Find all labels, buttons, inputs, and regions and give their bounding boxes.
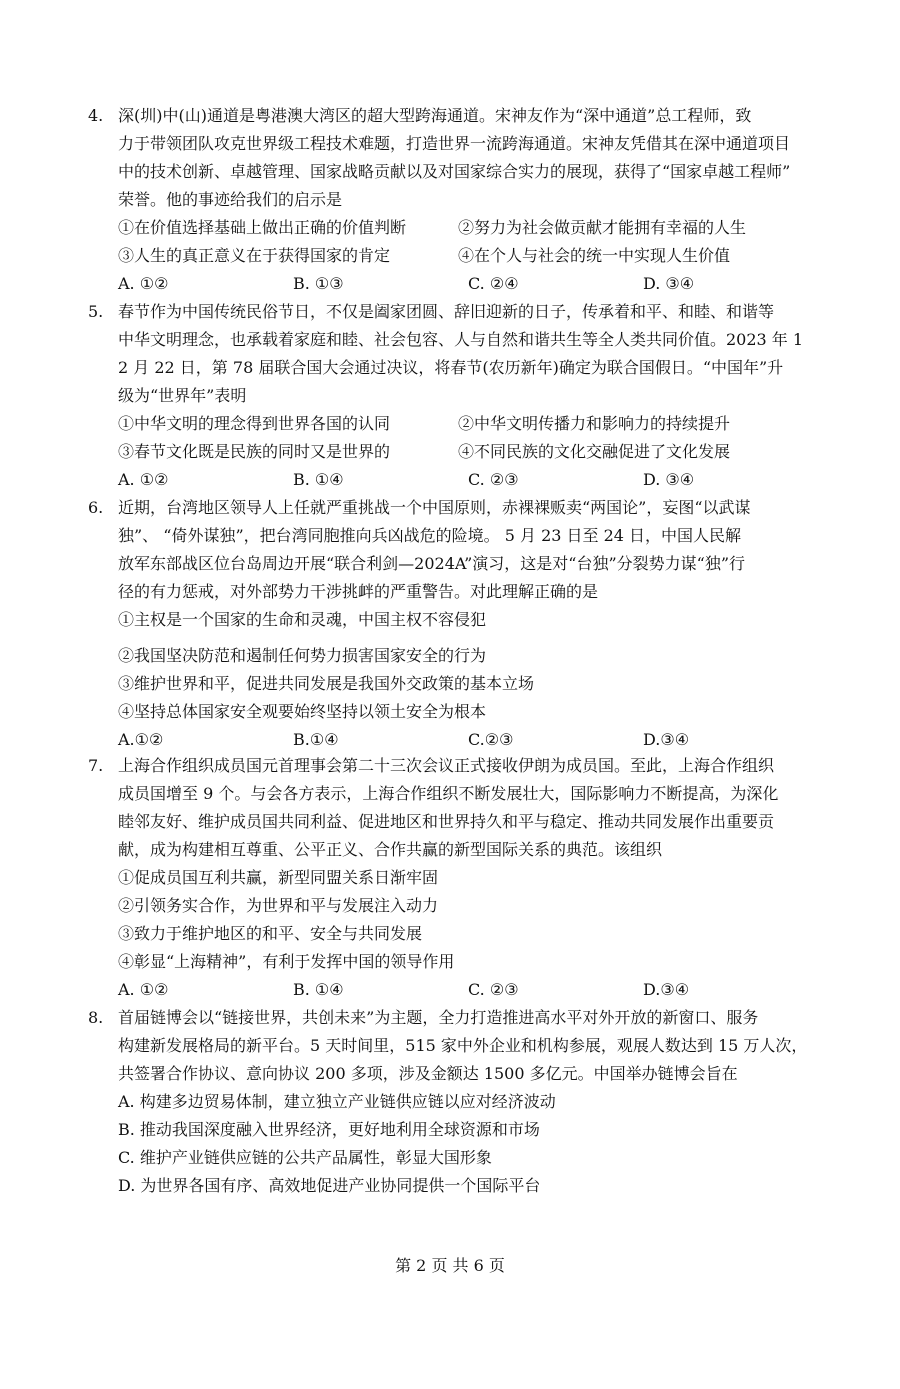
- option-c: C. ②③: [468, 980, 519, 999]
- stem-line: 春节作为中国传统民俗节日，不仅是阖家团圆、辞旧迎新的日子，传承着和平、和睦、和谐等: [118, 302, 775, 321]
- option-d: D. 为世界各国有序、高效地促进产业协同提供一个国际平台: [118, 1176, 541, 1195]
- stem-line: 级为“世界年”表明: [118, 386, 247, 405]
- answer-options: [118, 726, 828, 754]
- statement: ①促成员国互利共赢，新型同盟关系日渐牢固: [118, 868, 439, 887]
- answer-options: [118, 270, 828, 298]
- question-number: 7.: [88, 756, 104, 775]
- statement: ③人生的真正意义在于获得国家的肯定: [118, 246, 391, 265]
- stem-line: 献，成为构建相互尊重、公平正义、合作共赢的新型国际关系的典范。该组织: [118, 840, 663, 859]
- stem-line: 睦邻友好、维护成员国共同利益、促进地区和世界持久和平与稳定、推动共同发展作出重要贡: [118, 812, 775, 831]
- question-number: 6.: [88, 498, 104, 517]
- stem-line: 首届链博会以“链接世界，共创未来”为主题，全力打造推进高水平对外开放的新窗口、服务: [118, 1008, 759, 1027]
- statement-row: [118, 214, 828, 242]
- option-b: B. ①③: [293, 274, 344, 293]
- option-b: B. ①④: [293, 470, 344, 489]
- question-6: [88, 494, 828, 754]
- statement: ②引领务实合作，为世界和平与发展注入动力: [118, 896, 439, 915]
- stem-line: 近期，台湾地区领导人上任就严重挑战一个中国原则，赤裸裸贩卖“两国论”，妄图“以武谋: [118, 498, 751, 517]
- stem-line: 构建新发展格局的新平台。5 天时间里，515 家中外企业和机构参展，观展人数达到 15 万人次，: [118, 1036, 808, 1055]
- statement: ④彰显“上海精神”，有利于发挥中国的领导作用: [118, 952, 455, 971]
- question-stem: [118, 752, 828, 864]
- question-4: [88, 102, 828, 298]
- option-a: A. ①②: [118, 980, 169, 999]
- statement: ③春节文化既是民族的同时又是世界的: [118, 442, 391, 461]
- question-number: 5.: [88, 302, 104, 321]
- stem-line: 荣誉。他的事迹给我们的启示是: [118, 190, 343, 209]
- question-7: [88, 752, 828, 1004]
- stem-line: 径的有力惩戒，对外部势力干涉挑衅的严重警告。对此理解正确的是: [118, 582, 599, 601]
- stem-line: 共签署合作协议、意向协议 200 多项，涉及金额达 1500 多亿元。中国举办链博会旨在: [118, 1064, 738, 1083]
- statement: ④不同民族的文化交融促进了文化发展: [458, 442, 731, 461]
- option-a: A.①②: [118, 730, 164, 749]
- question-stem: [118, 102, 828, 214]
- statement: ③致力于维护地区的和平、安全与共同发展: [118, 924, 423, 943]
- answer-options: [118, 976, 828, 1004]
- option-d: D. ③④: [643, 274, 695, 293]
- stem-line: 成员国增至 9 个。与会各方表示，上海合作组织不断发展壮大，国际影响力不断提高，为深化: [118, 784, 779, 803]
- statement: ②我国坚决防范和遏制任何势力损害国家安全的行为: [118, 646, 487, 665]
- question-8: [88, 1004, 828, 1200]
- stem-line: 中华文明理念，也承载着家庭和睦、社会包容、人与自然和谐共生等全人类共同价值。2023 年 1: [118, 330, 804, 349]
- answer-options: [118, 466, 828, 494]
- stem-line: 力于带领团队攻克世界级工程技术难题，打造世界一流跨海通道。宋神友凭借其在深中通道项目: [118, 134, 791, 153]
- option-a: A. 构建多边贸易体制，建立独立产业链供应链以应对经济波动: [118, 1092, 556, 1111]
- stem-line: 上海合作组织成员国元首理事会第二十三次会议正式接收伊朗为成员国。至此，上海合作组织: [118, 756, 775, 775]
- statement-row: [118, 410, 828, 438]
- page-footer: 第 2 页 共 6 页: [395, 1256, 505, 1275]
- question-stem: [118, 494, 828, 606]
- statement: ②努力为社会做贡献才能拥有幸福的人生: [458, 218, 747, 237]
- option-d: D.③④: [643, 730, 690, 749]
- option-c: C. ②③: [468, 470, 519, 489]
- stem-line: 中的技术创新、卓越管理、国家战略贡献以及对国家综合实力的展现，获得了“国家卓越工程师”: [118, 162, 791, 181]
- statement: ③维护世界和平，促进共同发展是我国外交政策的基本立场: [118, 674, 535, 693]
- option-d: D.③④: [643, 980, 690, 999]
- statement: ②中华文明传播力和影响力的持续提升: [458, 414, 731, 433]
- question-number: 8.: [88, 1008, 104, 1027]
- option-c: C.②③: [468, 730, 514, 749]
- statement: ①在价值选择基础上做出正确的价值判断: [118, 218, 407, 237]
- statement: ④坚持总体国家安全观要始终坚持以领土安全为根本: [118, 702, 487, 721]
- option-d: D. ③④: [643, 470, 695, 489]
- statement: ④在个人与社会的统一中实现人生价值: [458, 246, 731, 265]
- option-a: A. ①②: [118, 470, 169, 489]
- stem-line: 2 月 22 日，第 78 届联合国大会通过决议，将春节(农历新年)确定为联合国假日。“中国年”升: [118, 358, 784, 377]
- statement: ①主权是一个国家的生命和灵魂，中国主权不容侵犯: [118, 610, 487, 629]
- question-stem: [118, 1004, 828, 1088]
- question-stem: [118, 298, 828, 410]
- statement: ①中华文明的理念得到世界各国的认同: [118, 414, 391, 433]
- option-b: B. ①④: [293, 980, 344, 999]
- stem-line: 深(圳)中(山)通道是粤港澳大湾区的超大型跨海通道。宋神友作为“深中通道”总工程师，致: [118, 106, 752, 125]
- stem-line: 独”、 “倚外谋独”，把台湾同胞推向兵凶战危的险境。 5 月 23 日至 24 日，中国人民解: [118, 526, 742, 545]
- statement-row: [118, 438, 828, 466]
- option-a: A. ①②: [118, 274, 169, 293]
- stem-line: 放军东部战区位台岛周边开展“联合利剑—2024A”演习，这是对“台独”分裂势力谋“独”行: [118, 554, 746, 573]
- question-5: [88, 298, 828, 494]
- option-c: C. ②④: [468, 274, 519, 293]
- option-c: C. 维护产业链供应链的公共产品属性，彰显大国形象: [118, 1148, 492, 1167]
- statement-row: [118, 242, 828, 270]
- question-number: 4.: [88, 106, 104, 125]
- option-b: B.①④: [293, 730, 339, 749]
- option-b: B. 推动我国深度融入世界经济，更好地利用全球资源和市场: [118, 1120, 540, 1139]
